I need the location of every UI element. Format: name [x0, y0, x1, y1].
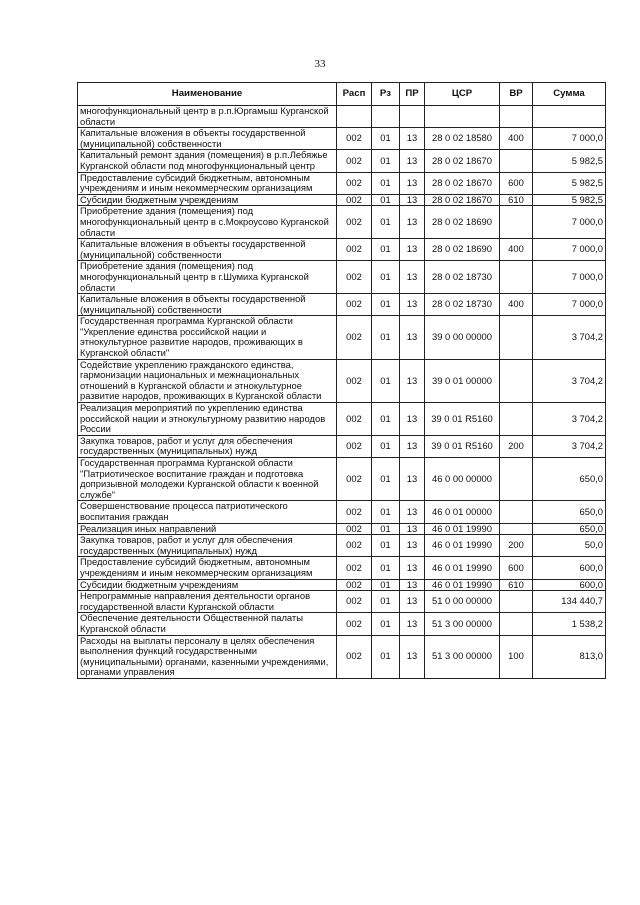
table-row — [78, 359, 606, 402]
cell-csr: 46 0 01 19990 — [425, 579, 500, 591]
cell-rasp: 002 — [337, 501, 372, 523]
cell-rz: 01 — [372, 501, 400, 523]
cell-sum: 7 000,0 — [533, 239, 606, 261]
cell-sum — [533, 106, 606, 128]
cell-rz: 01 — [372, 239, 400, 261]
cell-rasp: 002 — [337, 261, 372, 294]
cell-sum: 3 704,2 — [533, 403, 606, 436]
cell-csr: 51 3 00 00000 — [425, 635, 500, 678]
cell-pr: 13 — [400, 579, 425, 591]
cell-name: Государственная программа Курганской области "Укрепление единства российской нации и этнокультурное развитие народов, проживающих в Курганской области" — [78, 316, 337, 359]
cell-pr: 13 — [400, 359, 425, 402]
cell-sum: 600,0 — [533, 579, 606, 591]
table-row — [78, 591, 606, 613]
cell-sum: 3 704,2 — [533, 316, 606, 359]
cell-pr — [400, 106, 425, 128]
cell-vr: 400 — [500, 239, 533, 261]
cell-vr: 100 — [500, 635, 533, 678]
cell-vr — [500, 359, 533, 402]
cell-vr — [500, 403, 533, 436]
cell-csr: 46 0 01 19990 — [425, 535, 500, 557]
cell-rz: 01 — [372, 359, 400, 402]
cell-pr: 13 — [400, 194, 425, 206]
header-csr: ЦСР — [425, 83, 500, 106]
table-row — [78, 635, 606, 678]
cell-sum: 650,0 — [533, 501, 606, 523]
cell-vr — [500, 261, 533, 294]
cell-name: Приобретение здания (помещения) под многофункциональный центр в г.Шумиха Курганской области — [78, 261, 337, 294]
table-row — [78, 128, 606, 150]
cell-rasp: 002 — [337, 435, 372, 457]
cell-pr: 13 — [400, 172, 425, 194]
header-sum: Сумма — [533, 83, 606, 106]
cell-vr: 200 — [500, 535, 533, 557]
table-row — [78, 458, 606, 501]
cell-rasp: 002 — [337, 613, 372, 635]
cell-csr: 39 0 01 R5160 — [425, 403, 500, 436]
cell-pr: 13 — [400, 501, 425, 523]
cell-rz: 01 — [372, 194, 400, 206]
cell-sum: 1 538,2 — [533, 613, 606, 635]
cell-pr: 13 — [400, 150, 425, 172]
cell-rz — [372, 106, 400, 128]
cell-rz: 01 — [372, 294, 400, 316]
cell-rasp: 002 — [337, 128, 372, 150]
cell-rasp: 002 — [337, 150, 372, 172]
cell-pr: 13 — [400, 316, 425, 359]
cell-rz: 01 — [372, 523, 400, 535]
cell-vr: 400 — [500, 128, 533, 150]
cell-name: Субсидии бюджетным учреждениям — [78, 579, 337, 591]
page-number: 33 — [314, 58, 326, 70]
cell-vr — [500, 591, 533, 613]
cell-csr: 46 0 01 19990 — [425, 557, 500, 579]
cell-sum: 5 982,5 — [533, 194, 606, 206]
cell-rz: 01 — [372, 557, 400, 579]
cell-csr: 28 0 02 18670 — [425, 150, 500, 172]
cell-csr: 46 0 01 00000 — [425, 501, 500, 523]
cell-pr: 13 — [400, 206, 425, 239]
table-row — [78, 239, 606, 261]
cell-csr: 39 0 01 00000 — [425, 359, 500, 402]
cell-rasp: 002 — [337, 579, 372, 591]
table-header — [78, 83, 606, 106]
cell-csr: 46 0 01 19990 — [425, 523, 500, 535]
cell-pr: 13 — [400, 523, 425, 535]
cell-sum: 7 000,0 — [533, 206, 606, 239]
cell-csr: 28 0 02 18690 — [425, 239, 500, 261]
cell-csr: 28 0 02 18670 — [425, 194, 500, 206]
cell-name: Совершенствование процесса патриотического воспитания граждан — [78, 501, 337, 523]
cell-rasp — [337, 106, 372, 128]
cell-rasp: 002 — [337, 557, 372, 579]
table-row — [78, 501, 606, 523]
cell-pr: 13 — [400, 403, 425, 436]
cell-sum: 5 982,5 — [533, 172, 606, 194]
table-row — [78, 579, 606, 591]
cell-pr: 13 — [400, 635, 425, 678]
cell-sum: 7 000,0 — [533, 261, 606, 294]
cell-name: Предоставление субсидий бюджетным, автономным учреждениям и иным некоммерческим организациям — [78, 172, 337, 194]
cell-pr: 13 — [400, 261, 425, 294]
cell-rz: 01 — [372, 535, 400, 557]
cell-rz: 01 — [372, 435, 400, 457]
cell-csr — [425, 106, 500, 128]
cell-csr: 39 0 01 R5160 — [425, 435, 500, 457]
cell-pr: 13 — [400, 591, 425, 613]
cell-rasp: 002 — [337, 403, 372, 436]
cell-csr: 39 0 00 00000 — [425, 316, 500, 359]
cell-sum: 7 000,0 — [533, 128, 606, 150]
cell-name: Капитальные вложения в объекты государственной (муниципальной) собственности — [78, 294, 337, 316]
table-row — [78, 261, 606, 294]
cell-rasp: 002 — [337, 635, 372, 678]
cell-rz: 01 — [372, 635, 400, 678]
cell-sum: 3 704,2 — [533, 435, 606, 457]
header-row — [78, 83, 606, 106]
cell-pr: 13 — [400, 535, 425, 557]
cell-csr: 28 0 02 18690 — [425, 206, 500, 239]
cell-csr: 46 0 00 00000 — [425, 458, 500, 501]
cell-vr — [500, 106, 533, 128]
cell-rasp: 002 — [337, 458, 372, 501]
cell-name: Капитальный ремонт здания (помещения) в р.п.Лебяжье Курганской области под многофункциональный центр — [78, 150, 337, 172]
cell-rasp: 002 — [337, 535, 372, 557]
cell-name: Реализация мероприятий по укреплению единства российской нации и этнокультурному развитию народов России — [78, 403, 337, 436]
table-row — [78, 523, 606, 535]
cell-rasp: 002 — [337, 172, 372, 194]
cell-vr — [500, 501, 533, 523]
cell-rz: 01 — [372, 613, 400, 635]
cell-pr: 13 — [400, 557, 425, 579]
cell-name: Капитальные вложения в объекты государственной (муниципальной) собственности — [78, 128, 337, 150]
cell-name: Капитальные вложения в объекты государственной (муниципальной) собственности — [78, 239, 337, 261]
table-row — [78, 403, 606, 436]
table-row — [78, 613, 606, 635]
cell-rz: 01 — [372, 172, 400, 194]
cell-name: многофункциональный центр в р.п.Юргамыш Курганской области — [78, 106, 337, 128]
cell-sum: 3 704,2 — [533, 359, 606, 402]
cell-sum: 134 440,7 — [533, 591, 606, 613]
cell-sum: 50,0 — [533, 535, 606, 557]
cell-pr: 13 — [400, 435, 425, 457]
cell-sum: 5 982,5 — [533, 150, 606, 172]
header-vr: ВР — [500, 83, 533, 106]
cell-sum: 600,0 — [533, 557, 606, 579]
header-rasp: Расп — [337, 83, 372, 106]
cell-sum: 650,0 — [533, 458, 606, 501]
cell-csr: 28 0 02 18580 — [425, 128, 500, 150]
cell-csr: 28 0 02 18730 — [425, 261, 500, 294]
header-name: Наименование — [78, 83, 337, 106]
cell-rz: 01 — [372, 261, 400, 294]
table-row — [78, 294, 606, 316]
cell-vr: 610 — [500, 194, 533, 206]
table-row — [78, 535, 606, 557]
cell-name: Субсидии бюджетным учреждениям — [78, 194, 337, 206]
cell-rz: 01 — [372, 458, 400, 501]
cell-csr: 28 0 02 18730 — [425, 294, 500, 316]
cell-vr: 200 — [500, 435, 533, 457]
cell-rz: 01 — [372, 579, 400, 591]
cell-csr: 51 3 00 00000 — [425, 613, 500, 635]
cell-rasp: 002 — [337, 206, 372, 239]
cell-vr — [500, 316, 533, 359]
cell-name: Расходы на выплаты персоналу в целях обеспечения выполнения функций государственными (муниципальными) органами, казенными учреждениями, органами управления — [78, 635, 337, 678]
table-row — [78, 557, 606, 579]
table-row — [78, 194, 606, 206]
cell-name: Закупка товаров, работ и услуг для обеспечения государственных (муниципальных) нужд — [78, 435, 337, 457]
cell-rz: 01 — [372, 316, 400, 359]
cell-vr: 610 — [500, 579, 533, 591]
cell-sum: 7 000,0 — [533, 294, 606, 316]
cell-sum: 813,0 — [533, 635, 606, 678]
cell-pr: 13 — [400, 239, 425, 261]
cell-vr: 400 — [500, 294, 533, 316]
cell-rasp: 002 — [337, 239, 372, 261]
cell-rasp: 002 — [337, 316, 372, 359]
cell-name: Приобретение здания (помещения) под многофункциональный центр в с.Мокроусово Курганской области — [78, 206, 337, 239]
cell-name: Обеспечение деятельности Общественной палаты Курганской области — [78, 613, 337, 635]
cell-name: Предоставление субсидий бюджетным, автономным учреждениям и иным некоммерческим организациям — [78, 557, 337, 579]
cell-vr — [500, 523, 533, 535]
header-rz: Рз — [372, 83, 400, 106]
table-row — [78, 172, 606, 194]
cell-sum: 650,0 — [533, 523, 606, 535]
cell-rz: 01 — [372, 150, 400, 172]
cell-rasp: 002 — [337, 194, 372, 206]
table-row — [78, 150, 606, 172]
cell-pr: 13 — [400, 294, 425, 316]
table-row — [78, 206, 606, 239]
cell-vr — [500, 458, 533, 501]
header-pr: ПР — [400, 83, 425, 106]
cell-rz: 01 — [372, 591, 400, 613]
cell-rz: 01 — [372, 403, 400, 436]
cell-name: Содействие укреплению гражданского единства, гармонизации национальных и межнациональных отношений в Курганской области и этнокультурное развитие народов, проживающих в Курганской области — [78, 359, 337, 402]
cell-vr — [500, 150, 533, 172]
table-row — [78, 435, 606, 457]
table-row — [78, 316, 606, 359]
cell-vr — [500, 206, 533, 239]
cell-rasp: 002 — [337, 294, 372, 316]
cell-name: Государственная программа Курганской области "Патриотическое воспитание граждан и подготовка допризывной молодежи Курганской области к военной службе" — [78, 458, 337, 501]
cell-name: Закупка товаров, работ и услуг для обеспечения государственных (муниципальных) нужд — [78, 535, 337, 557]
cell-csr: 28 0 02 18670 — [425, 172, 500, 194]
cell-rasp: 002 — [337, 591, 372, 613]
cell-pr: 13 — [400, 458, 425, 501]
budget-table — [77, 82, 606, 679]
cell-rz: 01 — [372, 128, 400, 150]
cell-pr: 13 — [400, 128, 425, 150]
cell-rasp: 002 — [337, 359, 372, 402]
table-body — [78, 106, 606, 679]
cell-rz: 01 — [372, 206, 400, 239]
cell-name: Непрограммные направления деятельности органов государственной власти Курганской области — [78, 591, 337, 613]
cell-rasp: 002 — [337, 523, 372, 535]
cell-vr — [500, 613, 533, 635]
cell-pr: 13 — [400, 613, 425, 635]
cell-csr: 51 0 00 00000 — [425, 591, 500, 613]
cell-vr: 600 — [500, 557, 533, 579]
cell-name: Реализация иных направлений — [78, 523, 337, 535]
table-row — [78, 106, 606, 128]
cell-vr: 600 — [500, 172, 533, 194]
